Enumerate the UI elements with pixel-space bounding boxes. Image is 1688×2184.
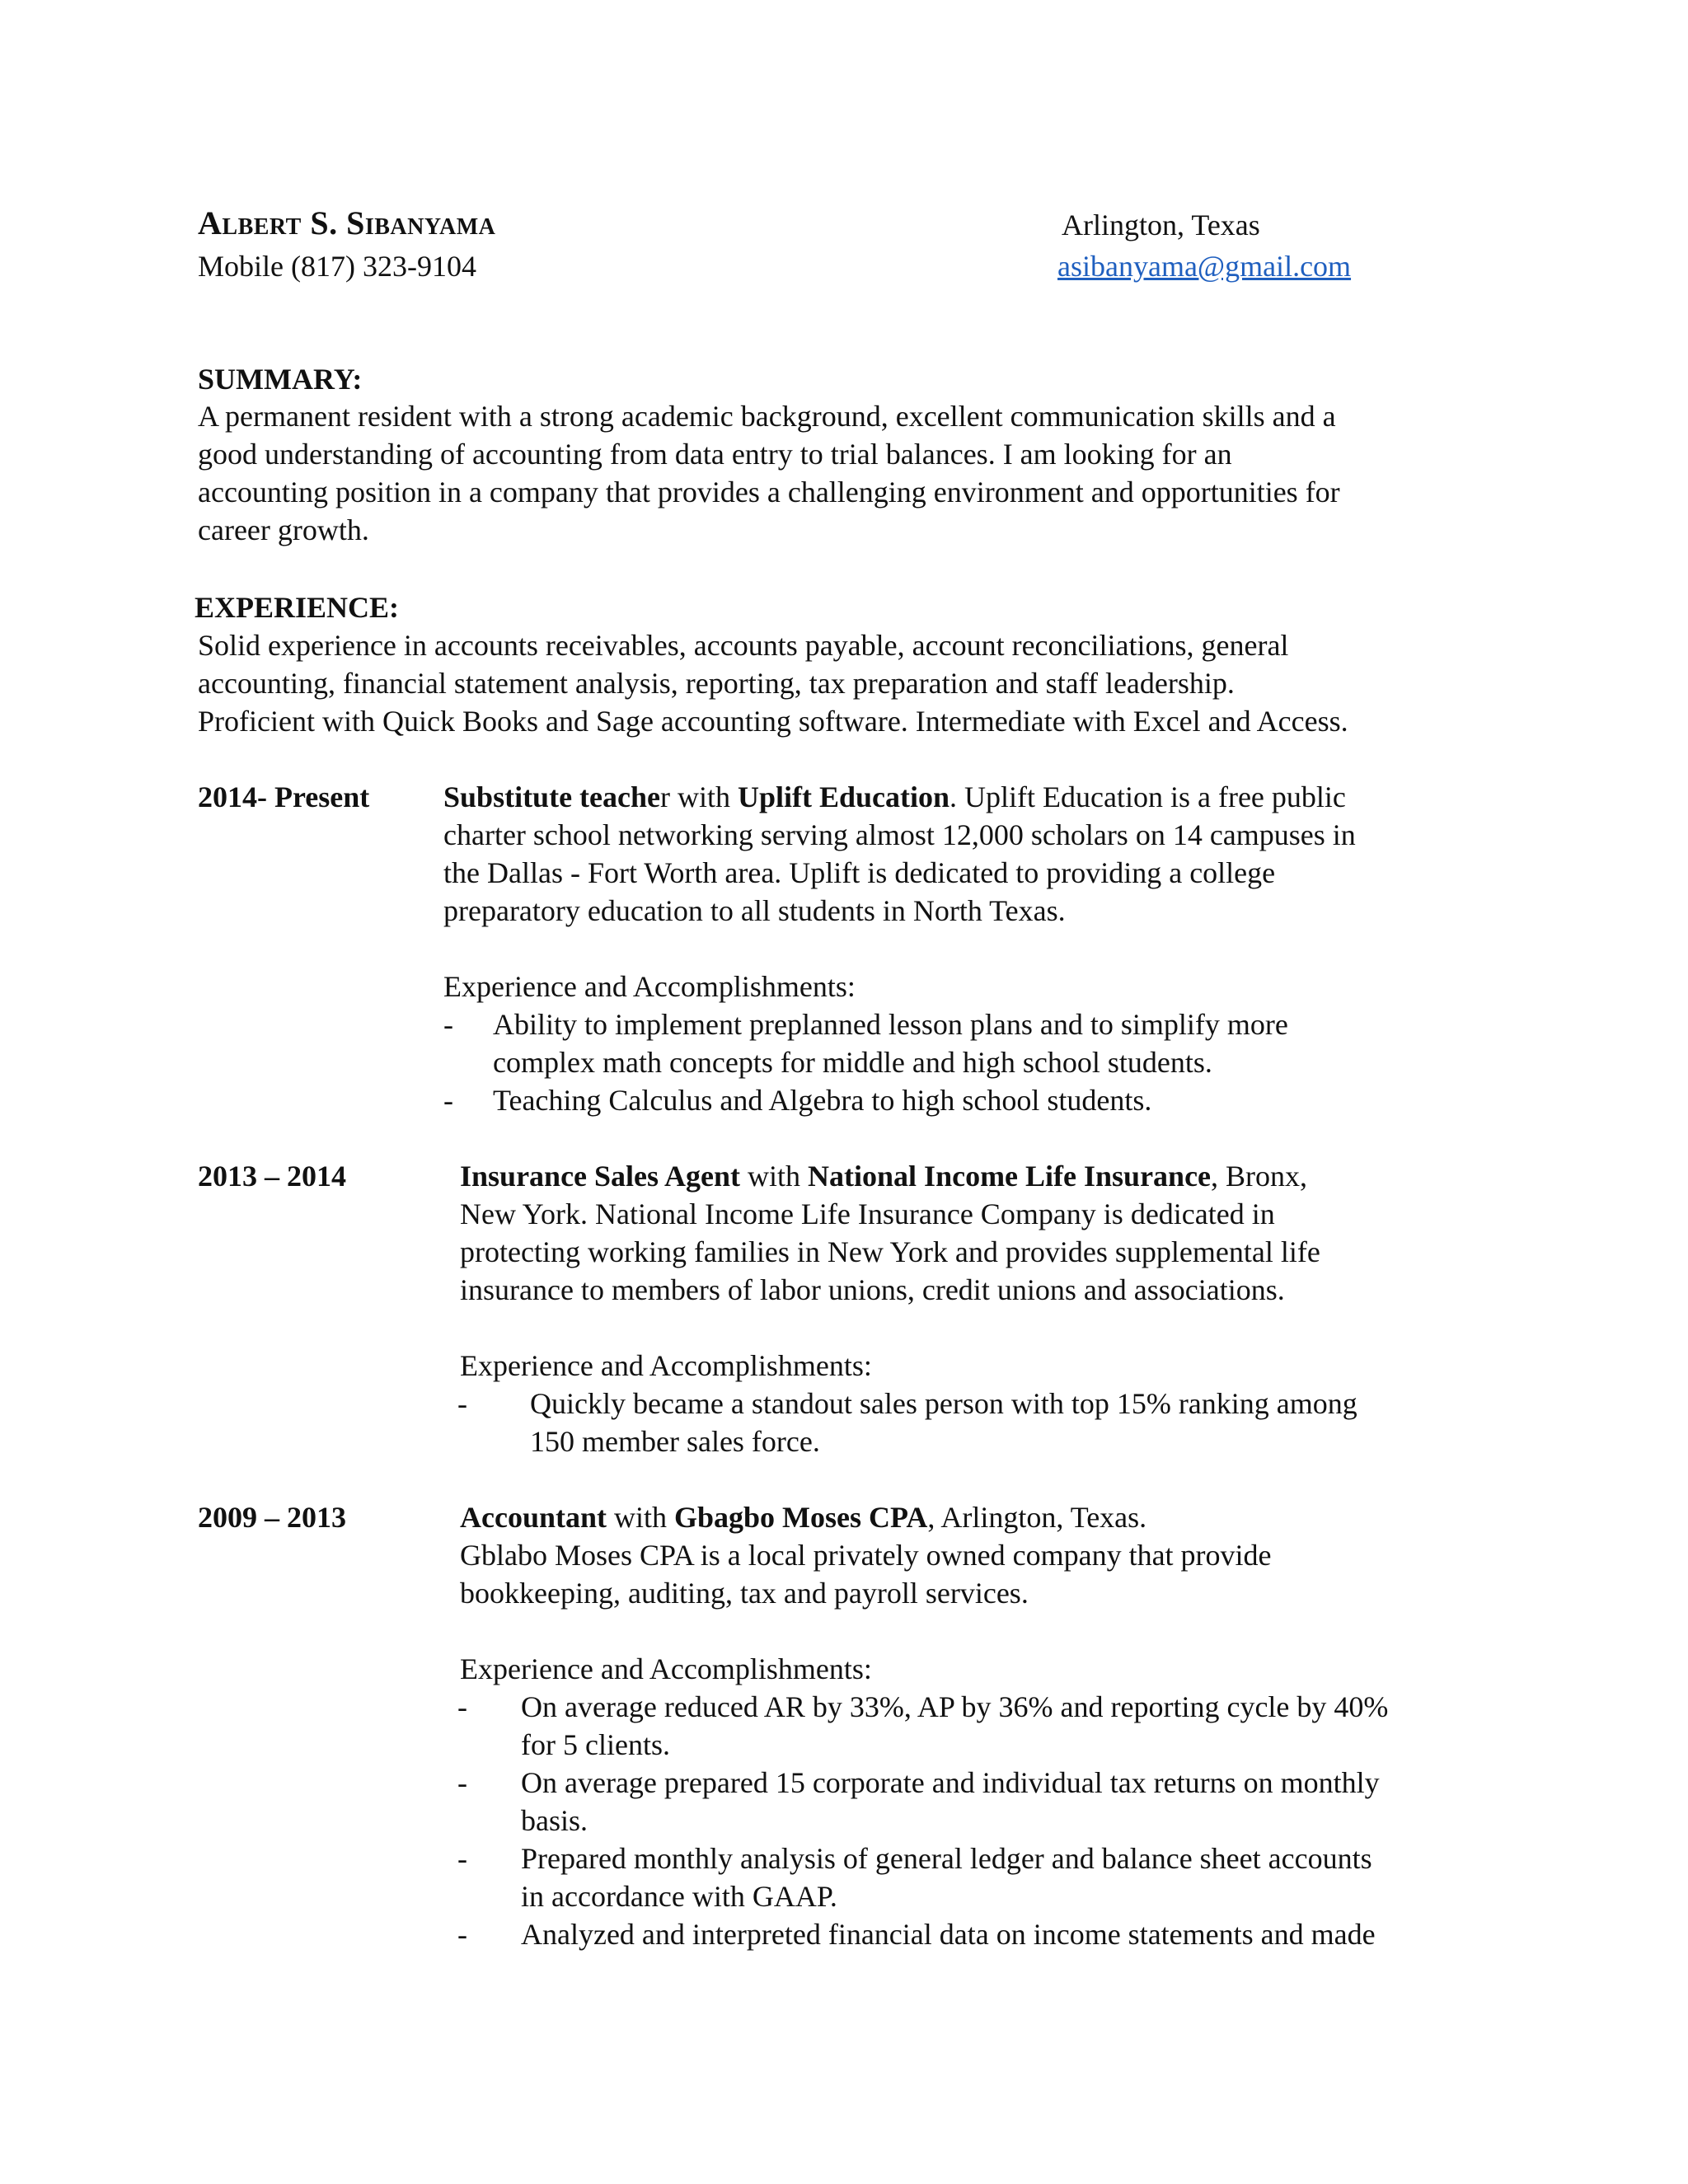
bullet-line: On average reduced AR by 33%, AP by 36% and reporting cycle by 40% bbox=[521, 1690, 1389, 1723]
summary-heading: SUMMARY: bbox=[198, 363, 363, 396]
job-title-tail: r with bbox=[660, 780, 730, 813]
job-description-line: the Dallas - Fort Worth area. Uplift is dedicated to providing a college bbox=[443, 856, 1276, 889]
bullet-item bbox=[521, 1764, 1380, 1840]
bullet-item bbox=[530, 1385, 1357, 1460]
job-description-line: Gblabo Moses CPA is a local privately owned company that provide bbox=[460, 1539, 1272, 1572]
bullet-dash: - bbox=[443, 1084, 453, 1117]
candidate-name: Albert S. Sibanyama bbox=[198, 204, 496, 241]
job-description-line: charter school networking serving almost 12,000 scholars on 14 campuses in bbox=[443, 818, 1356, 851]
job-description-line: insurance to members of labor unions, credit unions and associations. bbox=[460, 1273, 1285, 1306]
accomplishments-label: Experience and Accomplishments: bbox=[443, 970, 856, 1003]
bullet-dash: - bbox=[457, 1766, 467, 1799]
job-title: Insurance Sales Agent bbox=[460, 1160, 741, 1193]
job-title-line bbox=[460, 1157, 1307, 1195]
job-title: Substitute teache bbox=[443, 780, 660, 813]
bullet-line: in accordance with GAAP. bbox=[521, 1880, 837, 1913]
candidate-location: Arlington, Texas bbox=[1062, 209, 1260, 241]
bullet-dash: - bbox=[457, 1918, 467, 1951]
bullet-line: Quickly became a standout sales person with top 15% ranking among bbox=[530, 1387, 1357, 1420]
accomplishments-label: Experience and Accomplishments: bbox=[460, 1349, 872, 1382]
bullet-dash: - bbox=[457, 1842, 467, 1875]
bullet-item bbox=[493, 1005, 1288, 1081]
bullet-line: complex math concepts for middle and high school students. bbox=[493, 1046, 1212, 1079]
summary-text bbox=[198, 397, 1340, 549]
bullet-line: for 5 clients. bbox=[521, 1728, 670, 1761]
job-dates: 2009 – 2013 bbox=[198, 1501, 346, 1534]
bullet-line: 150 member sales force. bbox=[530, 1425, 820, 1458]
bullet-line: Teaching Calculus and Algebra to high school students. bbox=[493, 1084, 1152, 1117]
job-title-tail: with bbox=[740, 1160, 809, 1193]
job-description-line: New York. National Income Life Insurance Company is dedicated in bbox=[460, 1197, 1275, 1230]
summary-line: good understanding of accounting from data entry to trial balances. I am looking for an bbox=[198, 438, 1232, 471]
experience-line: Solid experience in accounts receivables, accounts payable, account reconciliations, general bbox=[198, 629, 1289, 662]
job-description bbox=[460, 1536, 1272, 1612]
job-description bbox=[443, 816, 1356, 930]
experience-line: Proficient with Quick Books and Sage accounting software. Intermediate with Excel and Access. bbox=[198, 705, 1348, 738]
job-description-line: protecting working families in New York and provides supplemental life bbox=[460, 1235, 1320, 1268]
summary-line: A permanent resident with a strong academic background, excellent communication skills and a bbox=[198, 400, 1336, 433]
bullet-dash: - bbox=[457, 1387, 467, 1420]
bullet-dash: - bbox=[457, 1690, 467, 1723]
job-employer-tail: . Uplift Education is a free public bbox=[950, 780, 1346, 813]
bullet-item bbox=[493, 1081, 1151, 1119]
bullet-line: Prepared monthly analysis of general ledger and balance sheet accounts bbox=[521, 1842, 1372, 1875]
bullet-line: Ability to implement preplanned lesson plans and to simplify more bbox=[493, 1008, 1288, 1041]
candidate-phone: Mobile (817) 323-9104 bbox=[198, 250, 476, 283]
job-employer: National Income Life Insurance bbox=[808, 1160, 1212, 1193]
summary-line: career growth. bbox=[198, 513, 369, 546]
job-employer: Uplift Education bbox=[738, 780, 950, 813]
job-dates: 2014- Present bbox=[198, 780, 370, 813]
job-employer-tail: , Bronx, bbox=[1211, 1160, 1308, 1193]
job-employer-tail: , Arlington, Texas. bbox=[927, 1501, 1147, 1534]
job-employer: Gbagbo Moses CPA bbox=[674, 1501, 928, 1534]
job-title: Accountant bbox=[460, 1501, 607, 1534]
job-title-line bbox=[443, 778, 1346, 816]
bullet-line: basis. bbox=[521, 1804, 588, 1837]
experience-line: accounting, financial statement analysis, reporting, tax preparation and staff leadership. bbox=[198, 667, 1235, 700]
candidate-email-link[interactable]: asibanyama@gmail.com bbox=[1057, 250, 1352, 283]
job-title-tail: with bbox=[607, 1501, 675, 1534]
accomplishments-label: Experience and Accomplishments: bbox=[460, 1652, 872, 1685]
experience-heading: EXPERIENCE: bbox=[195, 591, 400, 624]
job-dates: 2013 – 2014 bbox=[198, 1160, 346, 1193]
summary-line: accounting position in a company that provides a challenging environment and opportunities for bbox=[198, 476, 1340, 509]
job-description-line: preparatory education to all students in North Texas. bbox=[443, 894, 1066, 927]
job-title-line bbox=[460, 1498, 1146, 1536]
bullet-dash: - bbox=[443, 1008, 453, 1041]
bullet-line: Analyzed and interpreted financial data on income statements and made bbox=[521, 1918, 1376, 1951]
job-description-line: bookkeeping, auditing, tax and payroll services. bbox=[460, 1577, 1029, 1610]
bullet-item bbox=[521, 1688, 1388, 1764]
bullet-item bbox=[521, 1915, 1376, 1953]
bullet-line: On average prepared 15 corporate and individual tax returns on monthly bbox=[521, 1766, 1380, 1799]
experience-text bbox=[198, 626, 1348, 740]
bullet-item bbox=[521, 1840, 1372, 1915]
job-description bbox=[460, 1195, 1320, 1309]
